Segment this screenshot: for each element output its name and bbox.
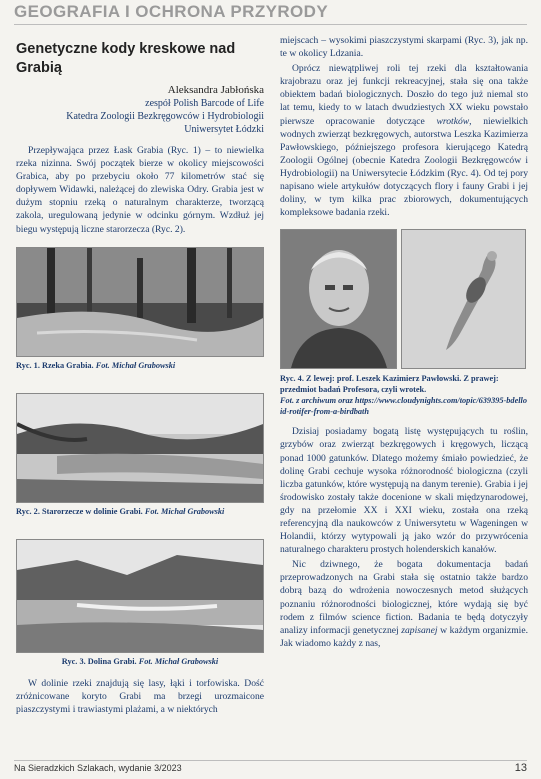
left-column <box>16 34 264 716</box>
photo-oxbow <box>16 393 264 503</box>
figure-4-photos <box>280 229 526 369</box>
page-number: 13 <box>514 762 527 774</box>
research-history-text-a: Oprócz niewątpliwej roli tej rzeki dla kształtowania krajobrazu oraz jej funkcji rekreacyjnej, stała się ona także obiektem badań biologicznych. Doszło do tego już niemal sto lat temu, kiedy to w latach dwudziestych XX wieku powstało pierwsze opracowanie dotyczące <box>280 63 528 127</box>
figure-2-caption <box>16 506 264 517</box>
figure-1-credit: Fot. Michał Grabowski <box>95 360 176 370</box>
valley-paragraph: W dolinie rzeki znajdują się lasy, łąki i torfowiska. Dość zróżnicowane koryto Grabi ma brzegi urozmaicone piaszczystymi i trawiastymi plażami, a w niektórych <box>16 677 264 715</box>
figure-4-credit: Fot. z archiwum oraz https://www.cloudynights.com/topic/639395-bdelloid-rotifer-from-a-birdbath <box>280 396 528 417</box>
figure-1-label: Ryc. 1. Rzeka Grabia. <box>16 360 94 370</box>
footer-divider <box>14 760 527 761</box>
genetics-paragraph <box>280 558 528 650</box>
lead-paragraph: Przepływająca przez Łask Grabia (Ryc. 1) – to niewielka rzeka nizinna. Swój początek bierze w okolicy miejscowości Grabica, aby po przebyciu około 77 kilometrów stać się dopływem Widawki, należącej do zlewiska Odry. Grabia jest w dużym stopniu rzeką o naturalnym charakterze, tworzącą zakola, uregulowaną jedynie w odcinku górnym. Wzdłuż jej biegu występują liczne starorzecza (Ryc. 2). <box>16 145 264 235</box>
figure-4-caption <box>280 373 528 417</box>
oxbow-photo-image <box>17 394 263 502</box>
figure-3-label: Ryc. 3. Dolina Grabi. <box>61 656 137 666</box>
journal-issue: Na Sieradzkich Szlakach, wydanie 3/2023 <box>14 763 182 773</box>
professor-portrait-image <box>281 230 397 368</box>
rotifers-term: wrotków <box>436 115 470 127</box>
biodiversity-paragraph: Dzisiaj posiadamy bogatą listę występujących tu roślin, grzybów oraz zwierząt bezkręgowych i kręgowych, liczącą ponad 1000 gatunków. Dlatego możemy śmiało powiedzieć, że dolinę Grabi cechuje wysoka różnorodność biologiczna (czyli liczba gatunków, które występują na danym terenie). Grabia i jej środowisko zostały także docenione w skali międzynarodowej, gdy na przełomie XX i XXI wieku, została ona rzeką referencyjną dla naukowców z Uniwersytetu w Wageningen w Holandii, którzy wytypowali ją jako wzór do przywrócenia naturalnego charakteru prostych holenderskich kanałów. <box>280 426 528 556</box>
author-affiliation-2: Katedra Zoologii Bezkręgowców i Hydrobiologii <box>66 111 264 122</box>
recorded-term: zapisanej <box>401 624 438 636</box>
rotifer-image <box>402 230 526 368</box>
header-divider <box>14 24 527 25</box>
article-title: Genetyczne kody kreskowe nad Grabią <box>16 41 236 76</box>
genetics-text-b: w każdym organizmie. Jak wiadomo każdy z nas, <box>280 624 528 649</box>
research-history-text-b: , niewielkich wodnych zwierząt bezkręgowych, autorstwa Leszka Kazimierza Pawłowskiego, późniejszego profesora kierującego Katedrą Zoologii Ogólnej (obecnie Katedra Zoologii Bezkręgowców i Hydrobiologii) na Uniwersytecie Łódzkim (Ryc. 4). Od tej pory napisano wiele artykułów dotyczących flory i fauny Grabi i jej doliny, w tym kilka prac zbiorowych, dokumentujących kompleksowe badania rzeki. <box>280 115 528 219</box>
author-name: Aleksandra Jabłońska <box>167 84 264 96</box>
author-affiliation-3: Uniwersytet Łódzki <box>184 124 264 135</box>
right-column <box>280 34 528 650</box>
figure-1-caption <box>16 360 264 371</box>
figure-2-credit: Fot. Michał Grabowski <box>144 506 225 516</box>
author-block <box>16 84 264 136</box>
research-history-paragraph <box>280 62 528 219</box>
photo-professor-pawlowski <box>280 229 397 369</box>
genetics-text-a: Nic dziwnego, że bogata dokumentacja badań przeprowadzonych na Grabi stała się ostatnio także bardzo dobrą bazą do wdrożenia nowoczesnych metod służących poznaniu różnorodności biologicznej, które wydają się być rodem z filmów science fiction. Badania te będą dotyczyły analizy informacji genetycznej <box>280 559 528 636</box>
figure-3-caption <box>16 656 264 667</box>
photo-river-grabia <box>16 247 264 357</box>
valley-photo-image <box>17 540 263 652</box>
figure-2-label: Ryc. 2. Starorzecze w dolinie Grabi. <box>16 506 143 516</box>
author-affiliation-1: zespół Polish Barcode of Life <box>145 98 264 109</box>
figure-4-label: Ryc. 4. Z lewej: prof. Leszek Kazimierz Pawłowski. Z prawej: przedmiot badań Profesora, czyli wrotek. <box>280 374 499 395</box>
photo-valley <box>16 539 264 653</box>
river-photo-image <box>17 248 263 356</box>
photo-rotifer <box>401 229 526 369</box>
section-header: GEOGRAFIA I OCHRONA PRZYRODY <box>14 2 329 21</box>
figure-3-credit: Fot. Michał Grabowski <box>138 656 219 666</box>
continued-paragraph: miejscach – wysokimi piaszczystymi skarpami (Ryc. 3), jak np. te w okolicy Ldzania. <box>280 35 528 60</box>
